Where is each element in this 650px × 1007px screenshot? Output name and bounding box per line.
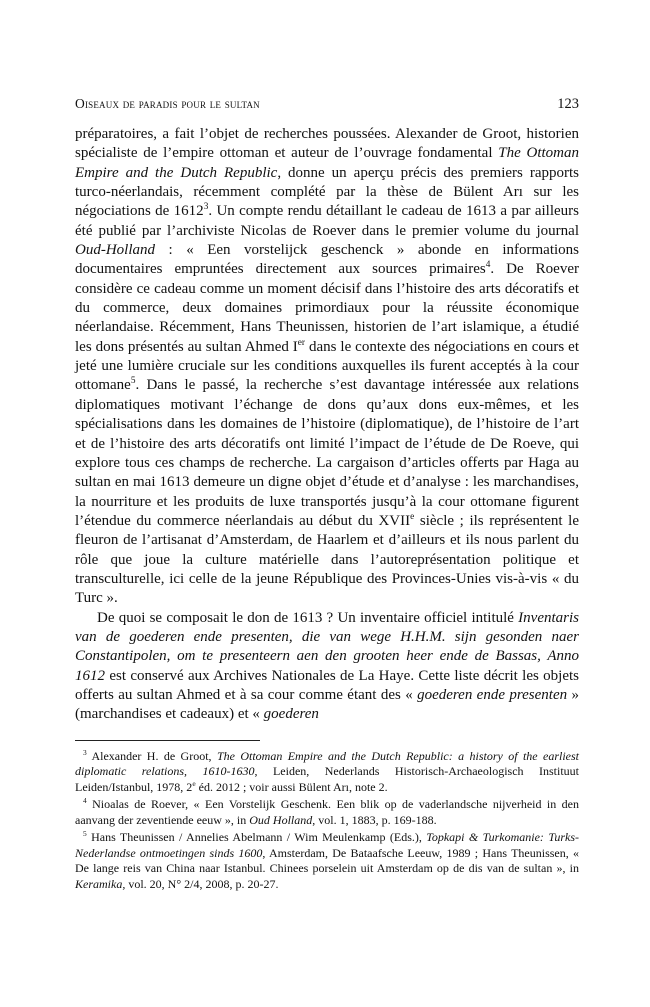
text-run: , Amsterdam, De Bataafsche Leeuw, 1989 ; Hans Theunissen, « De lange reis van China naar Istanbul. Chinees porselein uit Amsterdam op de dis van de sultan », in bbox=[75, 845, 579, 876]
quoted-term: goederen bbox=[263, 706, 319, 723]
text-run: » (marchandises et cadeaux) et « bbox=[75, 686, 580, 723]
text-run: . Dans le passé, la recherche s’est davantage intéressée aux relations diplomatiques motivant l’échange de dons qu’aux dons eux-mêmes, et les spécialisations dans les domaines de l’histoire (diplomatique), de l’histoire de l’art et de l’histoire des arts décoratifs ont limité l’impact de l’étude de De Roeve, qui explore tous ces champs de recherche. La cargaison d’articles offerts par Haga au sultan en mai 1613 demeure un digne objet d’étude et d’analyse : les marchandises, la nourriture et les produits de luxe transportés jusqu’à la cour ottomane figurent l’étendue du commerce néerlandais au début du XVII bbox=[75, 377, 579, 529]
journal-title: Oud Holland bbox=[249, 812, 313, 827]
journal-title: Keramika, bbox=[75, 876, 126, 891]
footnote-5 bbox=[75, 830, 579, 892]
text-run: siècle ; ils représentent le fleuron de l’artisanat d’Amsterdam, de Haarlem et d’ailleurs et ils nous parlent du rôle que joue la culture matérielle dans l’autoreprésentation politique et transculturelle, ici celle de la jeune République des Provinces-Unies vis-à-vis « du Turc ». bbox=[75, 512, 579, 607]
quoted-term: goederen ende presenten bbox=[417, 686, 568, 703]
running-title: Oiseaux de paradis pour le sultan bbox=[75, 96, 260, 111]
text-run: Nioalas de Roever, « Een Vorstelijk Geschenk. Een blik op de vaderlandsche nijverheid in den aanvang der zeventiende eeuw », in bbox=[75, 797, 579, 827]
footnote-number: 4 bbox=[83, 796, 87, 806]
text-run: : « Een vorstelijck geschenck » abonde en informations documentaires empruntées directement aux sources primaires bbox=[75, 242, 579, 278]
footnote-number: 5 bbox=[83, 829, 87, 839]
footnote-3 bbox=[75, 749, 579, 796]
text-run: Hans Theunissen / Annelies Abelmann / Wim Meulenkamp (Eds.), bbox=[86, 830, 427, 845]
book-title: The Ottoman Empire and the Dutch Republic: a history of the earliest diplomatic relations, 1610-1630 bbox=[75, 748, 579, 779]
book-title: Topkapi & Turkomanie: Turks-Nederlandse ontmoetingen sinds 1600 bbox=[75, 830, 579, 860]
paragraph-2 bbox=[75, 609, 579, 725]
text-run: dans le contexte des négociations en cours et jeté une lumière cruciale sur les conditions auxquelles ils furent acceptés à la cour ottomane bbox=[75, 338, 579, 394]
journal-title: Oud-Holland bbox=[75, 242, 155, 259]
text-run: , donne un aperçu précis des premiers rapports turco-néerlandais, récemment complété par la thèse de Bülent Arı sur les négociations de 1612 bbox=[75, 164, 579, 220]
text-run: . De Roever considère ce cadeau comme un moment décisif dans l’histoire des arts décoratifs et du commerce, deux domaines primordiaux pour la réussite économique néerlandaise. Récemment, Hans Theunissen, historien de l’art islamique, a étudié les dons présentés au sultan Ahmed I bbox=[75, 261, 579, 355]
book-page bbox=[75, 96, 579, 894]
footnote-number: 3 bbox=[83, 747, 87, 757]
ordinal-superscript: e bbox=[192, 778, 196, 788]
book-title: The Ottoman Empire and the Dutch Republic bbox=[75, 145, 579, 181]
running-header bbox=[75, 96, 579, 118]
text-run: préparatoires, a fait l’objet de recherches poussées. Alexander de Groot, historien spécialiste de l’empire ottoman et auteur de l’ouvrage fondamental bbox=[75, 126, 579, 162]
ordinal-superscript: er bbox=[297, 337, 306, 348]
footnote-ref: 3 bbox=[203, 202, 209, 213]
footnote-ref: 5 bbox=[130, 376, 136, 387]
text-run: , Leiden, Nederlands Historisch-Archaeologisch Instituut Leiden/Istanbul, 1978, 2 bbox=[75, 764, 579, 794]
text-run: Alexander H. de Groot, bbox=[86, 748, 217, 763]
footnotes bbox=[75, 749, 579, 893]
text-run: éd. 2012 ; voir aussi Bülent Arı, note 2. bbox=[195, 779, 388, 794]
paragraph-1 bbox=[75, 125, 579, 609]
text-run: . Un compte rendu détaillant le cadeau de 1613 a par ailleurs été publié par l’archiviste Nicolas de Roever dans le premier volume du journal bbox=[75, 203, 579, 239]
body-text bbox=[75, 125, 579, 725]
text-run: est conservé aux Archives Nationales de La Haye. Cette liste décrit les objets offerts au sultan Ahmed et à sa cour comme étant des « bbox=[75, 667, 579, 703]
ordinal-superscript: e bbox=[410, 511, 415, 522]
text-run: , vol. 1, 1883, p. 169-188. bbox=[312, 812, 437, 827]
footnote-ref: 4 bbox=[485, 260, 491, 271]
inventory-title: Inventaris van de goederen ende presenten, die van wege H.H.M. sijn gesonden naer Constantipolen, om te presenteern aen den grooten heer ende de Bassas, Anno 1612 bbox=[75, 609, 579, 684]
page-number: 123 bbox=[557, 96, 579, 112]
footnote-4 bbox=[75, 797, 579, 828]
text-run: De quoi se composait le don de 1613 ? Un inventaire officiel intitulé bbox=[97, 609, 519, 626]
footnote-separator bbox=[75, 740, 260, 741]
text-run: vol. 20, N° 2/4, 2008, p. 20-27. bbox=[125, 876, 279, 891]
